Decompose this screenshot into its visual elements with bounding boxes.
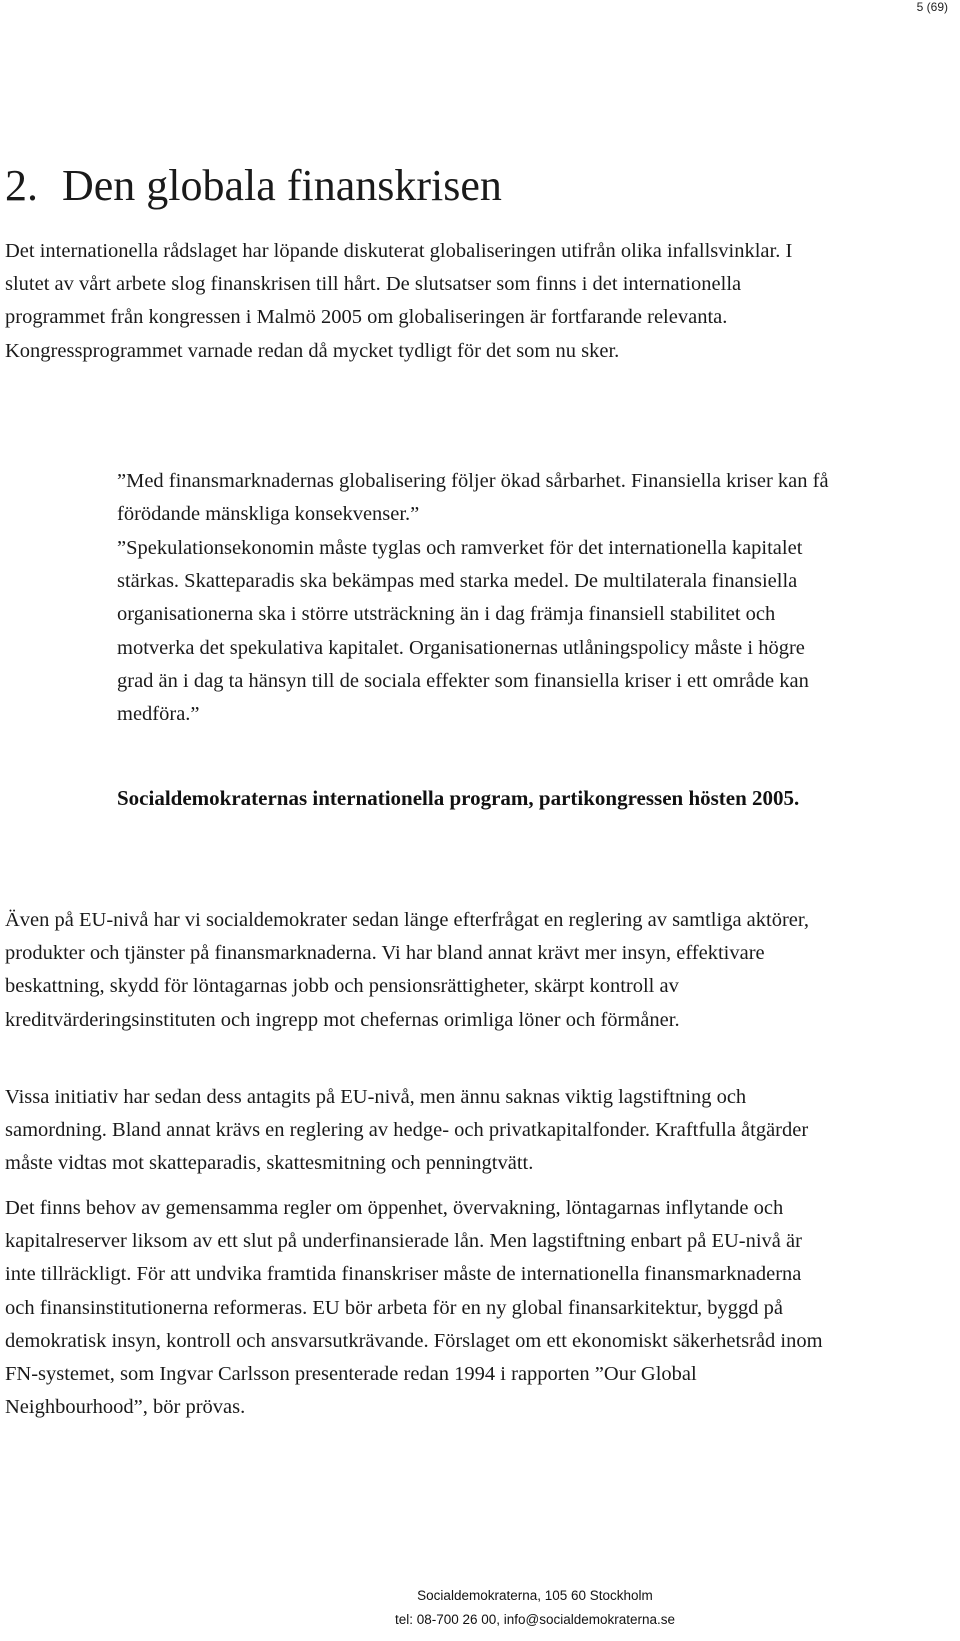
footer-contact: tel: 08-700 26 00, info@socialdemokraterna.se	[394, 1612, 676, 1627]
paragraph-global-architecture: Det finns behov av gemensamma regler om öppenhet, övervakning, löntagarnas inflytande och kapitalreserver liksom av ett slut på underfinansierade lån. Men lagstiftning enbart på EU-nivå är inte tillräckligt. För att undvika framtida finanskriser måste de internationella finansmarknaderna och finansinstitutionerna reformeras. EU bör arbeta för en ny global finansarkitektur, byggd på demokratisk insyn, kontroll och ansvarsutkrävande. Förslaget om ett ekonomiskt säkerhetsråd inom FN-systemet, som Ingvar Carlsson presenterade redan 1994 i rapporten ”Our Global Neighbourhood”, bör prövas.	[5, 1197, 823, 1419]
block-quote-2: ”Spekulationsekonomin måste tyglas och ramverket för det internationella kapitalet stärkas. Skatteparadis ska bekämpas med starka medel. De multilaterala finansiella organisationerna ska i större utsträckning än i dag främja finansiell stabilitet och motverka det spekulativa kapitalet. Organisationernas utlåningspolicy måste i högre grad än i dag ta hänsyn till de sociala effekter som finansiella kriser i ett område kan medföra.”	[117, 537, 809, 726]
paragraph-eu-initiatives: Vissa initiativ har sedan dess antagits på EU-nivå, men ännu saknas viktig lagstiftning och samordning. Bland annat krävs en reglering av hedge- och privatkapitalfonder. Kraftfulla åtgärder måste vidtas mot skatteparadis, skattesmitning och penningtvätt.	[5, 1086, 809, 1175]
quote-citation: Socialdemokraternas internationella program, partikongressen hösten 2005.	[117, 786, 800, 810]
page-number: 5 (69)	[916, 0, 948, 14]
block-quote-1: ”Med finansmarknadernas globalisering följer ökad sårbarhet. Finansiella kriser kan få förödande mänskliga konsekvenser.”	[117, 470, 829, 526]
section-title: Den globala finanskrisen	[62, 161, 502, 210]
intro-paragraph: Det internationella rådslaget har löpande diskuterat globaliseringen utifrån olika infallsvinklar. I slutet av vårt arbete slog finanskrisen till hårt. De slutsatser som finns i det internationella programmet från kongressen i Malmö 2005 om globaliseringen är fortfarande relevanta. Kongressprogrammet varnade redan då mycket tydligt för det som nu sker.	[5, 240, 793, 362]
paragraph-eu-regulation: Även på EU-nivå har vi socialdemokrater sedan länge efterfrågat en reglering av samtliga aktörer, produkter och tjänster på finansmarknaderna. Vi har bland annat krävt mer insyn, effektivare beskattning, skydd för löntagarnas jobb och pensionsrättigheter, skärpt kontroll av kreditvärderingsinstituten och ingrepp mot chefernas orimliga löner och förmåner.	[5, 909, 810, 1031]
footer-address: Socialdemokraterna, 105 60 Stockholm	[417, 1588, 653, 1603]
section-number: 2.	[5, 161, 38, 210]
page-footer	[0, 1584, 960, 1632]
section-heading	[5, 160, 502, 212]
